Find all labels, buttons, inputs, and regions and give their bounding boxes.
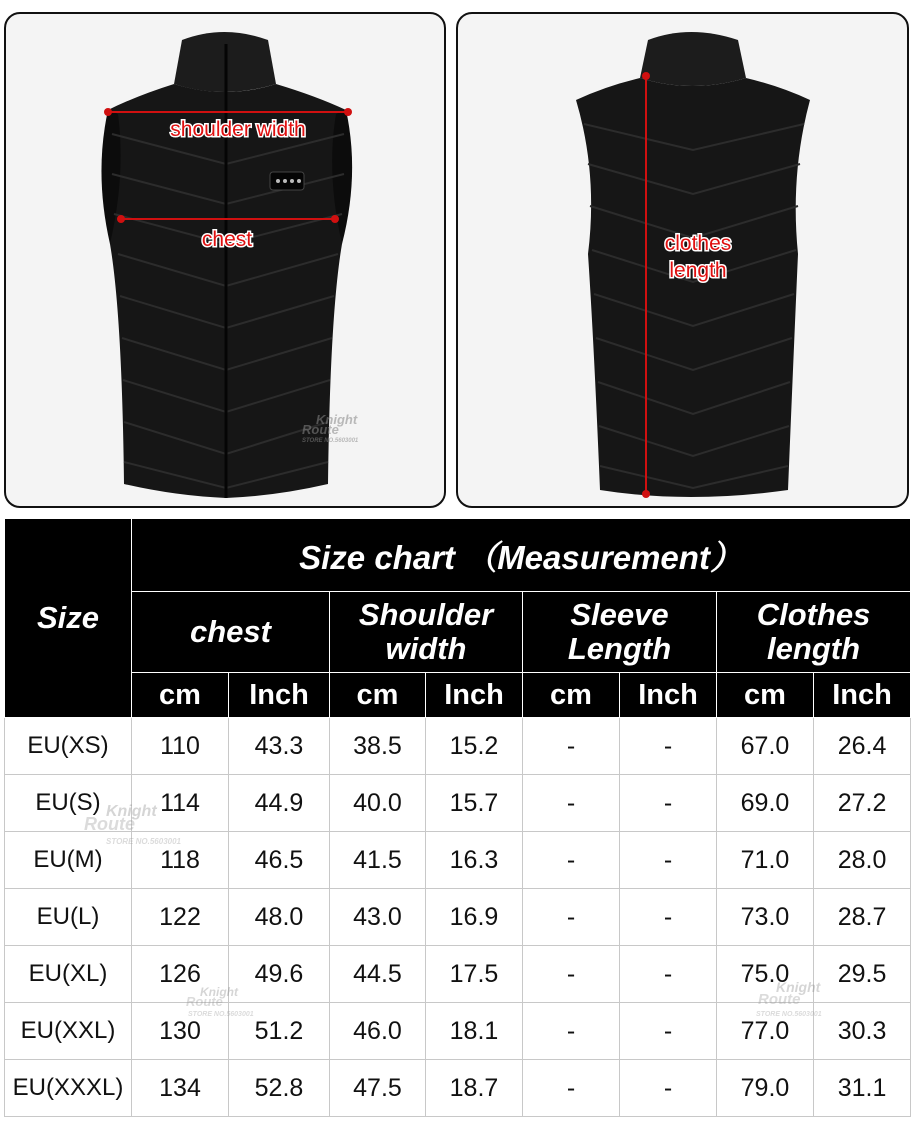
chest-group-header: chest — [132, 592, 330, 673]
sleeve-cm-cell: - — [523, 832, 620, 889]
chest-cm-cell: 118 — [132, 832, 229, 889]
size-cell: EU(L) — [5, 889, 132, 946]
chest-in-cell: 52.8 — [229, 1060, 330, 1117]
shoulder-in-cell: 18.7 — [426, 1060, 523, 1117]
length-in-cell: 28.7 — [814, 889, 911, 946]
unit-header: Inch — [229, 673, 330, 718]
unit-header: cm — [132, 673, 229, 718]
sleeve-length-group-header: Sleeve Length — [523, 592, 717, 673]
chest-cm-cell: 114 — [132, 775, 229, 832]
shoulder-cm-cell: 46.0 — [330, 1003, 426, 1060]
clothes-length-group-header: Clothes length — [717, 592, 911, 673]
svg-text:STORE NO.5603001: STORE NO.5603001 — [302, 438, 359, 444]
front-vest-illustration — [6, 14, 446, 508]
shoulder-cm-cell: 38.5 — [330, 718, 426, 775]
length-cm-cell: 77.0 — [717, 1003, 814, 1060]
length-cm-cell: 75.0 — [717, 946, 814, 1003]
length-cm-cell: 67.0 — [717, 718, 814, 775]
size-cell: EU(XXXL) — [5, 1060, 132, 1117]
sleeve-cm-cell: - — [523, 946, 620, 1003]
svg-text:STORE NO.5603001: STORE NO.5603001 — [188, 1011, 254, 1018]
shoulder-in-cell: 15.7 — [426, 775, 523, 832]
front-view-panel — [4, 12, 446, 508]
shoulder-cm-cell: 43.0 — [330, 889, 426, 946]
shoulder-in-cell: 15.2 — [426, 718, 523, 775]
chest-in-cell: 43.3 — [229, 718, 330, 775]
back-vest-illustration — [458, 14, 909, 508]
shoulder-cm-cell: 47.5 — [330, 1060, 426, 1117]
chest-cm-cell: 126 — [132, 946, 229, 1003]
chest-in-cell: 48.0 — [229, 889, 330, 946]
svg-text:Route: Route — [302, 422, 339, 437]
svg-text:Knight: Knight — [200, 985, 238, 999]
chest-in-cell: 44.9 — [229, 775, 330, 832]
clothes-length-label-line1: clothes — [664, 232, 732, 255]
shoulder-in-cell: 18.1 — [426, 1003, 523, 1060]
sleeve-cm-cell: - — [523, 775, 620, 832]
sleeve-in-cell: - — [620, 946, 717, 1003]
shoulder-width-label: shoulder width — [170, 118, 306, 141]
shoulder-cm-cell: 41.5 — [330, 832, 426, 889]
shoulder-in-cell: 16.3 — [426, 832, 523, 889]
svg-text:Knight: Knight — [316, 412, 358, 427]
length-in-cell: 27.2 — [814, 775, 911, 832]
length-in-cell: 30.3 — [814, 1003, 911, 1060]
unit-header: Inch — [426, 673, 523, 718]
svg-text:STORE NO.5603001: STORE NO.5603001 — [106, 837, 182, 846]
length-in-cell: 28.0 — [814, 832, 911, 889]
chest-label: chest — [201, 228, 253, 251]
sleeve-in-cell: - — [620, 775, 717, 832]
sleeve-in-cell: - — [620, 1060, 717, 1117]
table-row — [5, 1060, 911, 1117]
vest-collar — [640, 32, 746, 86]
shoulder-in-cell: 16.9 — [426, 889, 523, 946]
length-cm-cell: 69.0 — [717, 775, 814, 832]
chest-cm-cell: 130 — [132, 1003, 229, 1060]
vest-body — [576, 78, 810, 497]
sleeve-in-cell: - — [620, 832, 717, 889]
size-cell: EU(S) — [5, 775, 132, 832]
length-cm-cell: 73.0 — [717, 889, 814, 946]
svg-text:Route: Route — [84, 814, 135, 834]
sleeve-cm-cell: - — [523, 889, 620, 946]
shoulder-cm-cell: 40.0 — [330, 775, 426, 832]
length-in-cell: 26.4 — [814, 718, 911, 775]
table-row — [5, 775, 911, 832]
sleeve-cm-cell: - — [523, 718, 620, 775]
svg-text:Knight: Knight — [106, 803, 157, 820]
unit-header-row — [5, 673, 911, 718]
size-cell: EU(XL) — [5, 946, 132, 1003]
sleeve-in-cell: - — [620, 889, 717, 946]
chest-in-cell: 46.5 — [229, 832, 330, 889]
unit-header: cm — [717, 673, 814, 718]
chest-cm-cell: 110 — [132, 718, 229, 775]
sleeve-cm-cell: - — [523, 1060, 620, 1117]
unit-header: Inch — [814, 673, 911, 718]
size-chart-table — [4, 518, 911, 1117]
table-row — [5, 718, 911, 775]
length-cm-cell: 79.0 — [717, 1060, 814, 1117]
chest-cm-cell: 134 — [132, 1060, 229, 1117]
sleeve-in-cell: - — [620, 1003, 717, 1060]
shoulder-in-cell: 17.5 — [426, 946, 523, 1003]
sleeve-cm-cell: - — [523, 1003, 620, 1060]
chest-cm-cell: 122 — [132, 889, 229, 946]
shoulder-cm-cell: 44.5 — [330, 946, 426, 1003]
length-in-cell: 29.5 — [814, 946, 911, 1003]
chest-in-cell: 49.6 — [229, 946, 330, 1003]
svg-text:Route: Route — [758, 991, 801, 1008]
table-row — [5, 889, 911, 946]
size-cell: EU(XXL) — [5, 1003, 132, 1060]
unit-header: cm — [330, 673, 426, 718]
length-cm-cell: 71.0 — [717, 832, 814, 889]
shoulder-width-group-header: Shoulder width — [330, 592, 523, 673]
size-table-body — [5, 718, 911, 1117]
size-cell: EU(XS) — [5, 718, 132, 775]
svg-text:STORE NO.5603001: STORE NO.5603001 — [756, 1011, 822, 1018]
size-chart-title: Size chart （Measurement） — [132, 519, 911, 592]
sleeve-in-cell: - — [620, 718, 717, 775]
chest-in-cell: 51.2 — [229, 1003, 330, 1060]
clothes-length-label-line2: length — [669, 259, 727, 282]
size-cell: EU(M) — [5, 832, 132, 889]
back-view-panel — [456, 12, 909, 508]
unit-header: cm — [523, 673, 620, 718]
table-row — [5, 946, 911, 1003]
svg-text:Knight: Knight — [776, 979, 821, 995]
table-row — [5, 832, 911, 889]
table-row — [5, 1003, 911, 1060]
unit-header: Inch — [620, 673, 717, 718]
size-header: Size — [5, 519, 132, 718]
length-in-cell: 31.1 — [814, 1060, 911, 1117]
svg-text:Route: Route — [186, 994, 223, 1009]
